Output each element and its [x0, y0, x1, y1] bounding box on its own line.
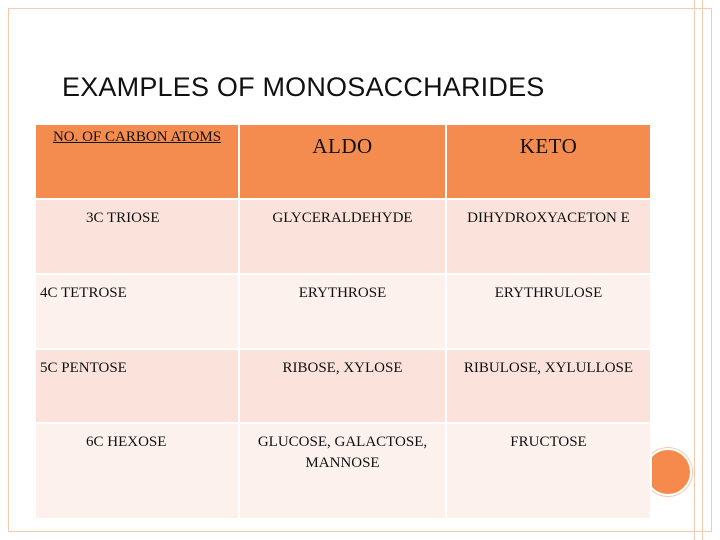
- table-header-row: [35, 124, 651, 199]
- table-row: [35, 199, 651, 274]
- header-keto: KETO: [446, 124, 651, 199]
- cell-aldo: GLUCOSE, GALACTOSE, MANNOSE: [239, 423, 446, 519]
- monosaccharides-table: [34, 123, 652, 520]
- cell-aldo: ERYTHROSE: [239, 274, 446, 349]
- cell-keto: FRUCTOSE: [446, 423, 651, 519]
- table-row: [35, 274, 651, 349]
- decorative-line: [694, 0, 695, 540]
- slide-title: EXAMPLES OF MONOSACCHARIDES: [62, 72, 545, 102]
- cell-carbon: 3C TRIOSE: [35, 199, 239, 274]
- header-aldo: ALDO: [239, 124, 446, 199]
- table-row: [35, 349, 651, 423]
- cell-keto: ERYTHRULOSE: [446, 274, 651, 349]
- cell-aldo: RIBOSE, XYLOSE: [239, 349, 446, 423]
- table-row: [35, 423, 651, 519]
- cell-keto: DIHYDROXYACETON E: [446, 199, 651, 274]
- cell-aldo: GLYCERALDEHYDE: [239, 199, 446, 274]
- cell-keto: RIBULOSE, XYLULLOSE: [446, 349, 651, 423]
- header-carbon-atoms: NO. OF CARBON ATOMS: [35, 124, 239, 199]
- cell-carbon: 4C TETROSE: [35, 274, 239, 349]
- decorative-line: [702, 0, 703, 540]
- cell-carbon: 6C HEXOSE: [35, 423, 239, 519]
- cell-carbon: 5C PENTOSE: [35, 349, 239, 423]
